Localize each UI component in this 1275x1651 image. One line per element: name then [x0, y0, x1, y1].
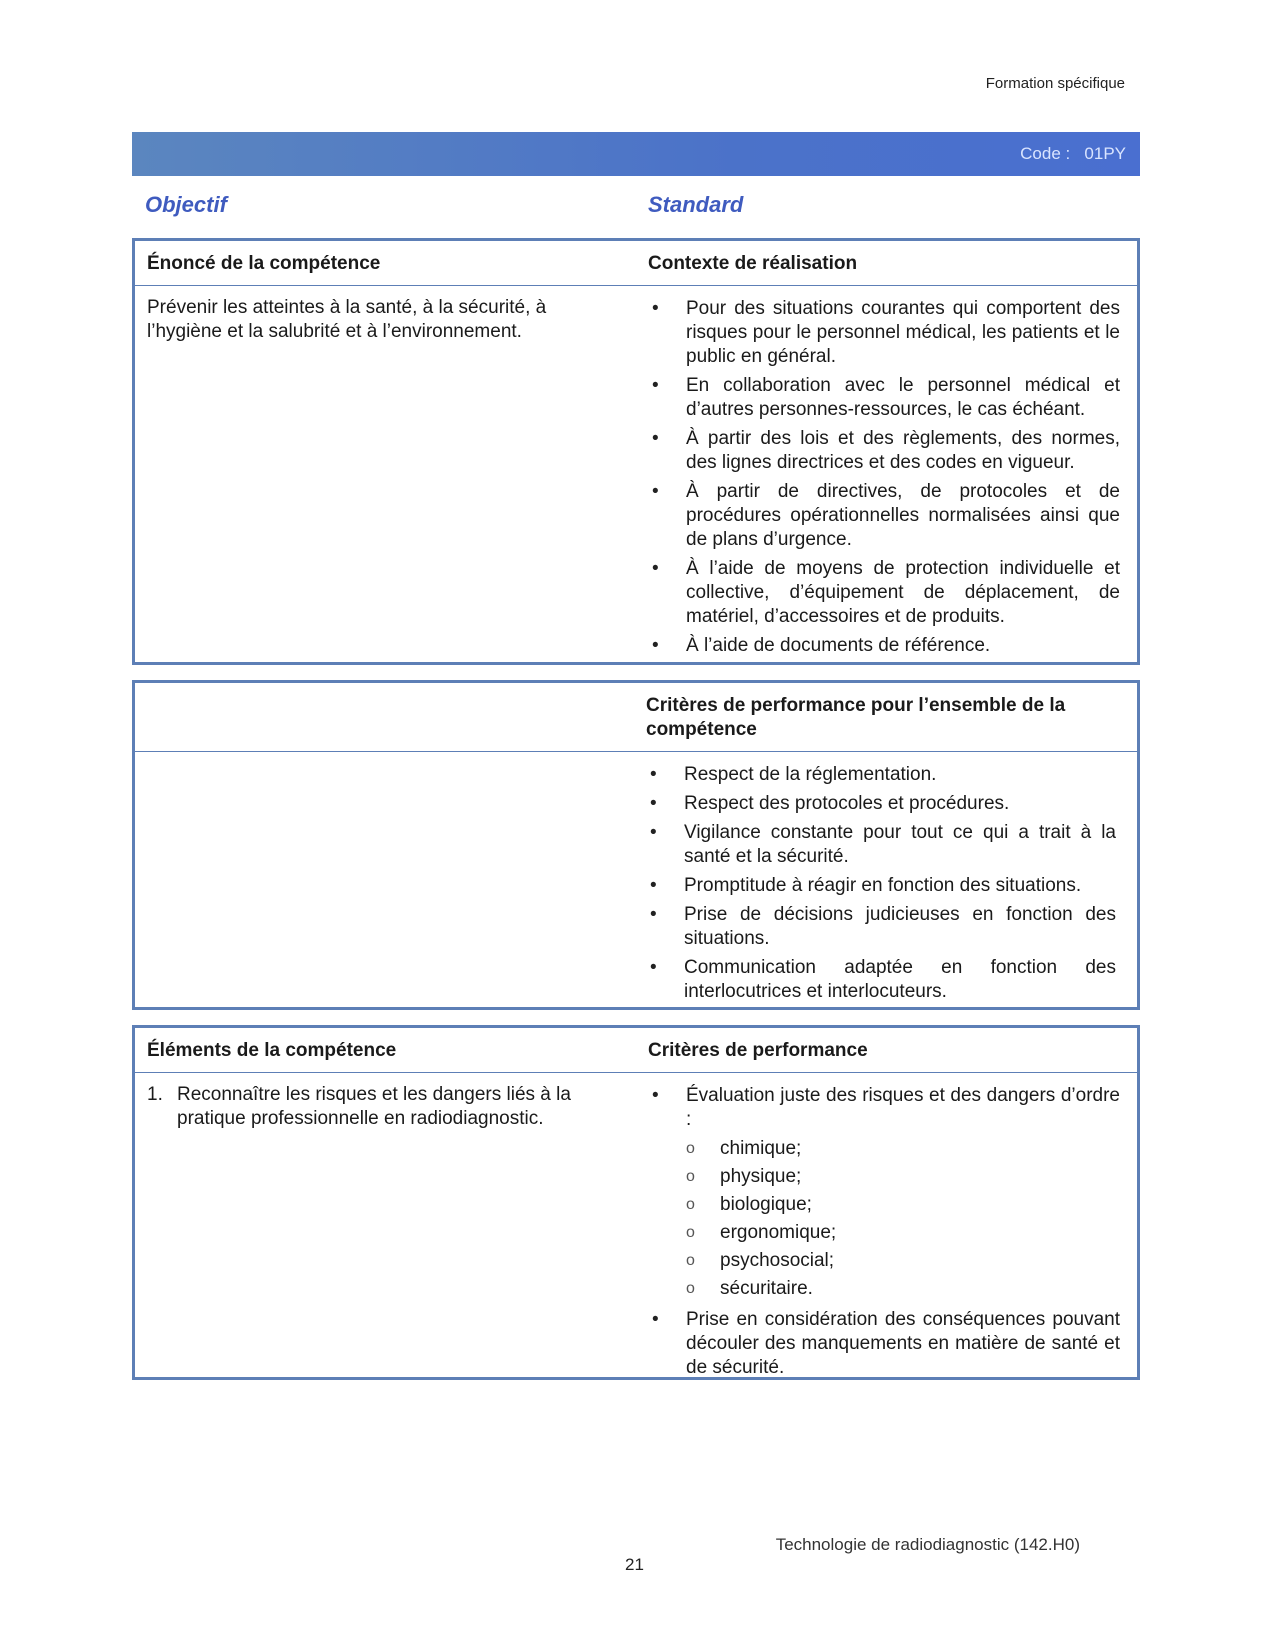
list-item: • Vigilance constante pour tout ce qui a trait à la santé et la sécurité. [646, 821, 1116, 869]
list-item: • À l’aide de moyens de protection individuelle et collective, d’équipement de déplacement, de matériel, d’accessoires et de produits. [648, 557, 1120, 629]
competency-element [147, 1083, 607, 1131]
code-value: 01PY [1084, 144, 1126, 163]
list-item: • Promptitude à réagir en fonction des situations. [646, 874, 1116, 898]
sub-list-item: o ergonomique; [686, 1219, 1120, 1247]
header-divider [135, 285, 1137, 286]
sub-list-item: o sécuritaire. [686, 1275, 1120, 1303]
sub-list-item: o biologique; [686, 1191, 1120, 1219]
header-divider [135, 751, 1137, 752]
statement-header: Énoncé de la compétence [147, 253, 381, 274]
list-item: • À partir des lois et des règlements, des normes, des lignes directrices et des codes en vigueur. [648, 427, 1120, 475]
overall-criteria-list [646, 763, 1116, 1009]
competency-table [132, 238, 1140, 665]
overall-criteria-table [132, 680, 1140, 1010]
elements-header: Éléments de la compétence [147, 1040, 397, 1061]
competency-statement: Prévenir les atteintes à la santé, à la sécurité, à l’hygiène et la salubrité et à l’environnement. [147, 297, 547, 342]
criteria-header: Critères de performance [648, 1040, 868, 1061]
sub-list-item: o psychosocial; [686, 1247, 1120, 1275]
code-bar [132, 132, 1140, 176]
list-item: • Respect des protocoles et procédures. [646, 792, 1116, 816]
sub-list-item: o physique; [686, 1163, 1120, 1191]
context-header: Contexte de réalisation [648, 253, 858, 274]
list-item: • Prise en considération des conséquences pouvant découler des manquements en matière de santé et de sécurité. [648, 1308, 1120, 1380]
program-footer: Technologie de radiodiagnostic (142.H0) [775, 1535, 1080, 1554]
overall-criteria-header: Critères de performance pour l’ensemble de la compétence [646, 695, 1066, 740]
context-list [648, 297, 1120, 663]
page-number: 21 [625, 1555, 644, 1574]
hazard-type-list [686, 1135, 1120, 1303]
objectif-title: Objectif [145, 192, 227, 217]
list-item: • Communication adaptée en fonction des interlocutrices et interlocuteurs. [646, 956, 1116, 1004]
criteria-list [648, 1084, 1120, 1385]
competency-code [1020, 144, 1126, 164]
elements-table [132, 1025, 1140, 1380]
list-item: • À partir de directives, de protocoles et de procédures opérationnelles normalisées ainsi que de plans d’urgence. [648, 480, 1120, 552]
criterion-text: Évaluation juste des risques et des dangers d’ordre : [686, 1085, 1120, 1130]
sub-list-item: o chimique; [686, 1135, 1120, 1163]
list-item [648, 1084, 1120, 1303]
element-number: 1. [147, 1084, 163, 1105]
list-item: • En collaboration avec le personnel médical et d’autres personnes-ressources, le cas échéant. [648, 374, 1120, 422]
standard-title: Standard [648, 192, 744, 217]
code-label: Code : [1020, 144, 1071, 163]
list-item: • Respect de la réglementation. [646, 763, 1116, 787]
running-head: Formation spécifique [985, 75, 1125, 92]
list-item: • À l’aide de documents de référence. [648, 634, 1120, 658]
element-text: Reconnaître les risques et les dangers liés à la pratique professionnelle en radiodiagnostic. [177, 1084, 571, 1129]
list-item: • Prise de décisions judicieuses en fonction des situations. [646, 903, 1116, 951]
header-divider [135, 1072, 1137, 1073]
list-item: • Pour des situations courantes qui comportent des risques pour le personnel médical, les patients et le public en général. [648, 297, 1120, 369]
